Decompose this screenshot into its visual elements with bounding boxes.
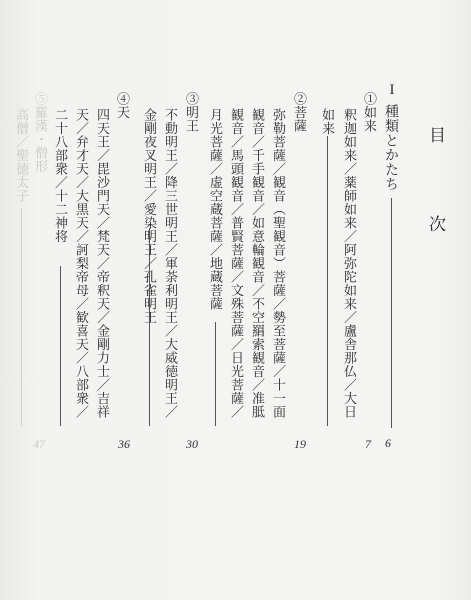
section-leader-line — [21, 208, 22, 426]
section-page-number: 47 — [33, 437, 45, 451]
section-line: 観音／千手観音／如意輪観音／不空羂索観音／准胝 — [249, 108, 264, 419]
section-leader-line — [149, 228, 150, 426]
section-heading-rakan: ⑤羅漢・僧形 — [32, 92, 47, 173]
section-heading-ten: ④天 — [114, 92, 129, 119]
part-number: I — [384, 82, 400, 99]
section-line: 金剛夜叉明王／愛染明王／孔雀明王 — [141, 108, 156, 324]
section-line: 如来 — [319, 108, 334, 135]
part-leader-line — [391, 198, 392, 428]
section-page-number: 36 — [118, 437, 130, 451]
section-line: 月光菩薩／虚空蔵菩薩／地蔵菩薩 — [207, 108, 222, 311]
section-line: 釈迦如来／薬師如来／阿弥陀如来／盧舎那仏／大日 — [341, 108, 356, 419]
section-page-number: 19 — [294, 437, 306, 451]
section-leader-line — [327, 136, 328, 426]
section-page-number: 30 — [186, 437, 198, 451]
section-line: 弥勒菩薩／観音（聖観音）菩薩／勢至菩薩／十一面 — [270, 108, 285, 419]
section-heading-nyorai: ①如来 — [361, 92, 376, 133]
section-heading-myoo: ③明王 — [183, 92, 198, 133]
section-line: 高僧／聖徳太子 — [13, 108, 28, 203]
section-line: 観音／馬頭観音／普賢菩薩／文殊菩薩／日光菩薩／ — [228, 108, 243, 419]
section-line: 天／弁才天／大黒天／訶梨帝母／歓喜天／八部衆／ — [73, 108, 88, 419]
section-leader-line — [60, 266, 61, 426]
section-page-number: 7 — [365, 437, 371, 451]
toc-title: 目 次 — [425, 126, 445, 258]
part-title: 種類とかたち — [383, 104, 399, 191]
section-line: 四天王／毘沙門天／梵天／帝釈天／金剛力士／吉祥 — [94, 108, 109, 419]
section-line: 二十八部衆／十二神将 — [52, 108, 67, 243]
part-page-number: 6 — [385, 436, 391, 450]
section-leader-line — [215, 322, 216, 426]
section-heading-bosatsu: ②菩薩 — [291, 92, 306, 133]
section-line: 不動明王／降三世明王／軍荼利明王／大威徳明王／ — [162, 108, 177, 419]
